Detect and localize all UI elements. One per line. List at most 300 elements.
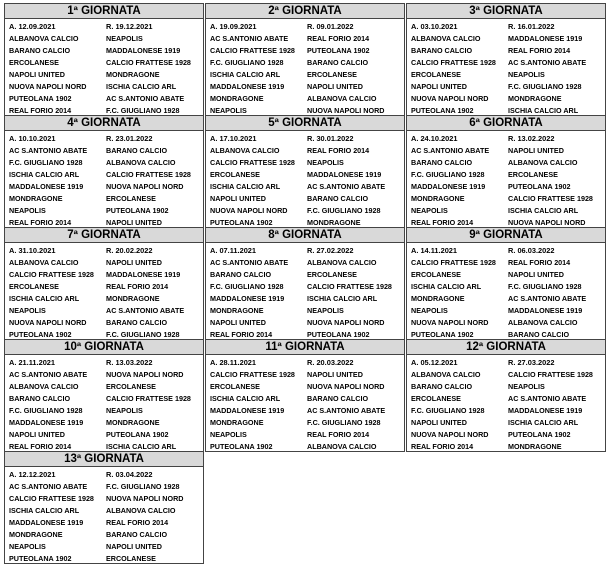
match-row — [411, 293, 603, 305]
match-row — [210, 45, 402, 57]
home-team: BARANO CALCIO — [210, 270, 272, 279]
away-team: ISCHIA CALCIO ARL — [508, 206, 579, 215]
match-row — [411, 417, 603, 429]
round-dates — [411, 245, 603, 257]
away-team: CALCIO FRATTESE 1928 — [106, 394, 191, 403]
away-team: ERCOLANESE — [307, 70, 357, 79]
home-team: MONDRAGONE — [411, 294, 465, 303]
home-team: REAL FORIO 2014 — [411, 218, 474, 227]
match-row — [9, 493, 201, 505]
match-row — [9, 157, 201, 169]
home-team: NAPOLI UNITED — [411, 418, 467, 427]
home-team: F.C. GIUGLIANO 1928 — [210, 282, 284, 291]
away-team: CALCIO FRATTESE 1928 — [106, 170, 191, 179]
home-team: NAPOLI UNITED — [210, 194, 266, 203]
match-row — [411, 405, 603, 417]
round-title: 8ª GIORNATA — [206, 228, 404, 243]
away-team: ISCHIA CALCIO ARL — [106, 442, 177, 451]
away-team: NAPOLI UNITED — [508, 270, 564, 279]
andata-date: A. 28.11.2021 — [210, 358, 257, 367]
match-row — [210, 393, 402, 405]
home-team: CALCIO FRATTESE 1928 — [411, 258, 496, 267]
round-card — [4, 3, 204, 116]
match-row — [411, 45, 603, 57]
match-row — [210, 257, 402, 269]
round-dates — [9, 469, 201, 481]
home-team: ERCOLANESE — [9, 58, 59, 67]
ritorno-date: R. 13.03.2022 — [106, 358, 153, 367]
away-team: NAPOLI UNITED — [106, 218, 162, 227]
andata-date: A. 12.09.2021 — [9, 22, 56, 31]
match-row — [9, 317, 201, 329]
home-team: MONDRAGONE — [9, 530, 63, 539]
away-team: NEAPOLIS — [508, 382, 545, 391]
round-dates — [210, 357, 402, 369]
home-team: ISCHIA CALCIO ARL — [210, 70, 281, 79]
home-team: CALCIO FRATTESE 1928 — [210, 158, 295, 167]
away-team: MONDRAGONE — [106, 418, 160, 427]
away-team: MADDALONESE 1919 — [307, 170, 382, 179]
match-row — [9, 553, 201, 565]
match-row — [210, 69, 402, 81]
match-list — [411, 33, 603, 117]
away-team: PUTEOLANA 1902 — [307, 46, 370, 55]
home-team: MADDALONESE 1919 — [210, 406, 285, 415]
match-row — [210, 33, 402, 45]
match-row — [9, 405, 201, 417]
home-team: NUOVA NAPOLI NORD — [210, 206, 288, 215]
away-team: AC S.ANTONIO ABATE — [106, 306, 185, 315]
home-team: NUOVA NAPOLI NORD — [411, 430, 489, 439]
match-row — [411, 81, 603, 93]
home-team: BARANO CALCIO — [9, 394, 71, 403]
round-card — [4, 451, 204, 564]
andata-date: A. 19.09.2021 — [210, 22, 257, 31]
home-team: ERCOLANESE — [9, 282, 59, 291]
match-row — [411, 393, 603, 405]
match-row — [9, 529, 201, 541]
home-team: NAPOLI UNITED — [411, 82, 467, 91]
match-row — [210, 81, 402, 93]
away-team: NAPOLI UNITED — [508, 146, 564, 155]
home-team: PUTEOLANA 1902 — [9, 330, 72, 339]
round-dates — [411, 21, 603, 33]
match-row — [9, 393, 201, 405]
away-team: PUTEOLANA 1902 — [106, 430, 169, 439]
match-row — [411, 193, 603, 205]
away-team: REAL FORIO 2014 — [106, 282, 169, 291]
home-team: PUTEOLANA 1902 — [411, 106, 474, 115]
round-dates — [210, 133, 402, 145]
ritorno-date: R. 16.01.2022 — [508, 22, 555, 31]
match-row — [411, 57, 603, 69]
match-row — [411, 205, 603, 217]
round-dates — [210, 245, 402, 257]
away-team: CALCIO FRATTESE 1928 — [508, 194, 593, 203]
home-team: ALBANOVA CALCIO — [210, 146, 280, 155]
home-team: NAPOLI UNITED — [9, 430, 65, 439]
round-card — [406, 3, 606, 116]
round-title: 11ª GIORNATA — [206, 340, 404, 355]
match-row — [411, 317, 603, 329]
away-team: ERCOLANESE — [106, 194, 156, 203]
match-row — [210, 169, 402, 181]
away-team: NEAPOLIS — [307, 306, 344, 315]
home-team: NEAPOLIS — [210, 430, 247, 439]
away-team: MONDRAGONE — [106, 294, 160, 303]
ritorno-date: R. 30.01.2022 — [307, 134, 354, 143]
match-row — [210, 181, 402, 193]
home-team: AC S.ANTONIO ABATE — [411, 146, 490, 155]
home-team: REAL FORIO 2014 — [411, 442, 474, 451]
away-team: PUTEOLANA 1902 — [508, 430, 571, 439]
away-team: BARANO CALCIO — [106, 530, 168, 539]
round-dates — [210, 21, 402, 33]
match-row — [9, 181, 201, 193]
ritorno-date: R. 03.04.2022 — [106, 470, 153, 479]
away-team: PUTEOLANA 1902 — [508, 182, 571, 191]
match-row — [210, 381, 402, 393]
home-team: MONDRAGONE — [411, 194, 465, 203]
match-row — [210, 281, 402, 293]
away-team: MADDALONESE 1919 — [106, 46, 181, 55]
round-title: 9ª GIORNATA — [407, 228, 605, 243]
match-row — [9, 429, 201, 441]
round-title: 7ª GIORNATA — [5, 228, 203, 243]
home-team: REAL FORIO 2014 — [9, 442, 72, 451]
home-team: CALCIO FRATTESE 1928 — [411, 58, 496, 67]
match-row — [9, 33, 201, 45]
away-team: AC S.ANTONIO ABATE — [307, 182, 386, 191]
home-team: ERCOLANESE — [411, 270, 461, 279]
home-team: F.C. GIUGLIANO 1928 — [411, 170, 485, 179]
match-row — [9, 169, 201, 181]
round-title: 13ª GIORNATA — [5, 452, 203, 467]
home-team: NEAPOLIS — [411, 306, 448, 315]
round-title: 2ª GIORNATA — [206, 4, 404, 19]
match-row — [411, 441, 603, 453]
round-card — [4, 115, 204, 228]
home-team: ISCHIA CALCIO ARL — [9, 506, 80, 515]
round-dates — [411, 357, 603, 369]
match-row — [9, 381, 201, 393]
home-team: MONDRAGONE — [210, 94, 264, 103]
away-team: NEAPOLIS — [307, 158, 344, 167]
away-team: F.C. GIUGLIANO 1928 — [106, 330, 180, 339]
match-row — [210, 293, 402, 305]
ritorno-date: R. 27.03.2022 — [508, 358, 555, 367]
andata-date: A. 12.12.2021 — [9, 470, 56, 479]
match-row — [210, 369, 402, 381]
away-team: AC S.ANTONIO ABATE — [307, 406, 386, 415]
away-team: ERCOLANESE — [106, 382, 156, 391]
ritorno-date: R. 19.12.2021 — [106, 22, 153, 31]
home-team: PUTEOLANA 1902 — [9, 94, 72, 103]
home-team: ISCHIA CALCIO ARL — [210, 182, 281, 191]
away-team: NUOVA NAPOLI NORD — [307, 318, 385, 327]
home-team: F.C. GIUGLIANO 1928 — [210, 58, 284, 67]
match-list — [210, 33, 402, 117]
ritorno-date: R. 13.02.2022 — [508, 134, 555, 143]
match-row — [9, 517, 201, 529]
away-team: NUOVA NAPOLI NORD — [106, 182, 184, 191]
away-team: F.C. GIUGLIANO 1928 — [307, 206, 381, 215]
match-row — [9, 57, 201, 69]
match-row — [9, 305, 201, 317]
away-team: NEAPOLIS — [508, 70, 545, 79]
away-team: BARANO CALCIO — [106, 318, 168, 327]
away-team: NAPOLI UNITED — [307, 370, 363, 379]
home-team: NEAPOLIS — [9, 306, 46, 315]
match-row — [9, 541, 201, 553]
away-team: NUOVA NAPOLI NORD — [106, 494, 184, 503]
match-row — [411, 381, 603, 393]
match-row — [210, 193, 402, 205]
away-team: BARANO CALCIO — [106, 146, 168, 155]
away-team: ISCHIA CALCIO ARL — [508, 418, 579, 427]
away-team: MADDALONESE 1919 — [508, 406, 583, 415]
home-team: BARANO CALCIO — [411, 46, 473, 55]
round-dates — [9, 133, 201, 145]
away-team: NUOVA NAPOLI NORD — [106, 370, 184, 379]
round-card — [205, 115, 405, 228]
away-team: ALBANOVA CALCIO — [106, 158, 176, 167]
round-title: 3ª GIORNATA — [407, 4, 605, 19]
match-row — [411, 305, 603, 317]
away-team: ERCOLANESE — [307, 270, 357, 279]
home-team: ISCHIA CALCIO ARL — [9, 170, 80, 179]
away-team: PUTEOLANA 1902 — [307, 330, 370, 339]
home-team: NEAPOLIS — [210, 106, 247, 115]
match-row — [9, 69, 201, 81]
andata-date: A. 17.10.2021 — [210, 134, 257, 143]
home-team: MONDRAGONE — [210, 306, 264, 315]
home-team: MADDALONESE 1919 — [9, 518, 84, 527]
away-team: MADDALONESE 1919 — [106, 270, 181, 279]
home-team: REAL FORIO 2014 — [9, 218, 72, 227]
match-row — [9, 417, 201, 429]
away-team: NAPOLI UNITED — [106, 258, 162, 267]
match-row — [210, 57, 402, 69]
andata-date: A. 31.10.2021 — [9, 246, 56, 255]
match-row — [9, 269, 201, 281]
home-team: AC S.ANTONIO ABATE — [210, 258, 289, 267]
match-list — [210, 145, 402, 229]
round-card — [406, 115, 606, 228]
match-row — [9, 505, 201, 517]
match-row — [411, 429, 603, 441]
match-row — [210, 429, 402, 441]
home-team: AC S.ANTONIO ABATE — [9, 482, 88, 491]
match-row — [9, 93, 201, 105]
home-team: ERCOLANESE — [411, 70, 461, 79]
away-team: MONDRAGONE — [307, 218, 361, 227]
ritorno-date: R. 20.02.2022 — [106, 246, 153, 255]
away-team: MONDRAGONE — [106, 70, 160, 79]
match-row — [411, 157, 603, 169]
match-row — [411, 181, 603, 193]
home-team: ALBANOVA CALCIO — [9, 382, 79, 391]
round-title: 12ª GIORNATA — [407, 340, 605, 355]
home-team: ISCHIA CALCIO ARL — [9, 294, 80, 303]
home-team: NUOVA NAPOLI NORD — [411, 318, 489, 327]
round-title: 6ª GIORNATA — [407, 116, 605, 131]
home-team: ALBANOVA CALCIO — [9, 34, 79, 43]
match-list — [9, 33, 201, 117]
match-row — [9, 257, 201, 269]
match-row — [210, 441, 402, 453]
home-team: ALBANOVA CALCIO — [9, 258, 79, 267]
away-team: ERCOLANESE — [106, 554, 156, 563]
home-team: F.C. GIUGLIANO 1928 — [9, 406, 83, 415]
match-row — [210, 205, 402, 217]
home-team: REAL FORIO 2014 — [9, 106, 72, 115]
away-team: BARANO CALCIO — [307, 194, 369, 203]
home-team: CALCIO FRATTESE 1928 — [210, 46, 295, 55]
away-team: ALBANOVA CALCIO — [307, 94, 377, 103]
home-team: NAPOLI UNITED — [210, 318, 266, 327]
away-team: ERCOLANESE — [508, 170, 558, 179]
match-row — [210, 145, 402, 157]
away-team: REAL FORIO 2014 — [508, 258, 571, 267]
match-row — [210, 305, 402, 317]
away-team: BARANO CALCIO — [508, 330, 570, 339]
home-team: BARANO CALCIO — [9, 46, 71, 55]
match-row — [210, 417, 402, 429]
match-row — [411, 145, 603, 157]
match-list — [9, 369, 201, 453]
away-team: F.C. GIUGLIANO 1928 — [106, 106, 180, 115]
match-row — [9, 369, 201, 381]
home-team: AC S.ANTONIO ABATE — [9, 370, 88, 379]
home-team: MADDALONESE 1919 — [9, 182, 84, 191]
away-team: ALBANOVA CALCIO — [508, 158, 578, 167]
round-card — [205, 227, 405, 340]
andata-date: A. 03.10.2021 — [411, 22, 458, 31]
home-team: ERCOLANESE — [210, 382, 260, 391]
home-team: REAL FORIO 2014 — [210, 330, 273, 339]
away-team: NAPOLI UNITED — [307, 82, 363, 91]
round-card — [205, 339, 405, 452]
home-team: F.C. GIUGLIANO 1928 — [411, 406, 485, 415]
away-team: AC S.ANTONIO ABATE — [508, 294, 587, 303]
home-team: NEAPOLIS — [9, 542, 46, 551]
away-team: AC S.ANTONIO ABATE — [508, 394, 587, 403]
away-team: MADDALONESE 1919 — [508, 306, 583, 315]
away-team: BARANO CALCIO — [307, 58, 369, 67]
match-list — [411, 369, 603, 453]
away-team: REAL FORIO 2014 — [307, 34, 370, 43]
home-team: ISCHIA CALCIO ARL — [210, 394, 281, 403]
home-team: ERCOLANESE — [411, 394, 461, 403]
home-team: PUTEOLANA 1902 — [210, 218, 273, 227]
away-team: ISCHIA CALCIO ARL — [508, 106, 579, 115]
andata-date: A. 10.10.2021 — [9, 134, 56, 143]
match-row — [411, 169, 603, 181]
match-row — [411, 69, 603, 81]
match-row — [411, 257, 603, 269]
home-team: MADDALONESE 1919 — [411, 182, 486, 191]
ritorno-date: R. 06.03.2022 — [508, 246, 555, 255]
match-list — [411, 145, 603, 229]
home-team: MADDALONESE 1919 — [210, 294, 285, 303]
away-team: ISCHIA CALCIO ARL — [106, 82, 177, 91]
away-team: F.C. GIUGLIANO 1928 — [508, 82, 582, 91]
home-team: F.C. GIUGLIANO 1928 — [9, 158, 83, 167]
match-row — [411, 369, 603, 381]
away-team: CALCIO FRATTESE 1928 — [508, 370, 593, 379]
andata-date: A. 21.11.2021 — [9, 358, 56, 367]
match-row — [411, 93, 603, 105]
home-team: CALCIO FRATTESE 1928 — [9, 494, 94, 503]
round-card — [406, 227, 606, 340]
home-team: CALCIO FRATTESE 1928 — [210, 370, 295, 379]
ritorno-date: R. 09.01.2022 — [307, 22, 354, 31]
match-row — [9, 145, 201, 157]
match-list — [411, 257, 603, 341]
home-team: NEAPOLIS — [411, 206, 448, 215]
andata-date: A. 07.11.2021 — [210, 246, 257, 255]
away-team: ALBANOVA CALCIO — [307, 442, 377, 451]
ritorno-date: R. 23.01.2022 — [106, 134, 153, 143]
round-card — [4, 227, 204, 340]
match-row — [411, 33, 603, 45]
round-dates — [411, 133, 603, 145]
home-team: ALBANOVA CALCIO — [411, 370, 481, 379]
away-team: NUOVA NAPOLI NORD — [307, 106, 385, 115]
away-team: ALBANOVA CALCIO — [508, 318, 578, 327]
home-team: CALCIO FRATTESE 1928 — [9, 270, 94, 279]
match-row — [210, 157, 402, 169]
match-row — [411, 281, 603, 293]
away-team: NAPOLI UNITED — [106, 542, 162, 551]
away-team: NEAPOLIS — [106, 34, 143, 43]
match-list — [9, 481, 201, 565]
home-team: ISCHIA CALCIO ARL — [411, 282, 482, 291]
match-row — [9, 481, 201, 493]
away-team: AC S.ANTONIO ABATE — [508, 58, 587, 67]
round-card — [205, 3, 405, 116]
round-card — [4, 339, 204, 452]
home-team: MONDRAGONE — [210, 418, 264, 427]
andata-date: A. 05.12.2021 — [411, 358, 458, 367]
away-team: REAL FORIO 2014 — [307, 430, 370, 439]
home-team: MADDALONESE 1919 — [210, 82, 285, 91]
home-team: MADDALONESE 1919 — [9, 418, 84, 427]
round-title: 10ª GIORNATA — [5, 340, 203, 355]
away-team: NUOVA NAPOLI NORD — [508, 218, 586, 227]
away-team: CALCIO FRATTESE 1928 — [106, 58, 191, 67]
away-team: CALCIO FRATTESE 1928 — [307, 282, 392, 291]
round-title: 5ª GIORNATA — [206, 116, 404, 131]
away-team: AC S.ANTONIO ABATE — [106, 94, 185, 103]
round-dates — [9, 245, 201, 257]
round-dates — [9, 21, 201, 33]
home-team: NEAPOLIS — [9, 206, 46, 215]
match-row — [210, 405, 402, 417]
match-row — [210, 269, 402, 281]
round-title: 1ª GIORNATA — [5, 4, 203, 19]
home-team: PUTEOLANA 1902 — [210, 442, 273, 451]
away-team: MONDRAGONE — [508, 442, 562, 451]
home-team: NUOVA NAPOLI NORD — [411, 94, 489, 103]
home-team: BARANO CALCIO — [411, 158, 473, 167]
away-team: NEAPOLIS — [106, 406, 143, 415]
home-team: NUOVA NAPOLI NORD — [9, 82, 87, 91]
home-team: PUTEOLANA 1902 — [411, 330, 474, 339]
match-row — [9, 45, 201, 57]
home-team: PUTEOLANA 1902 — [9, 554, 72, 563]
